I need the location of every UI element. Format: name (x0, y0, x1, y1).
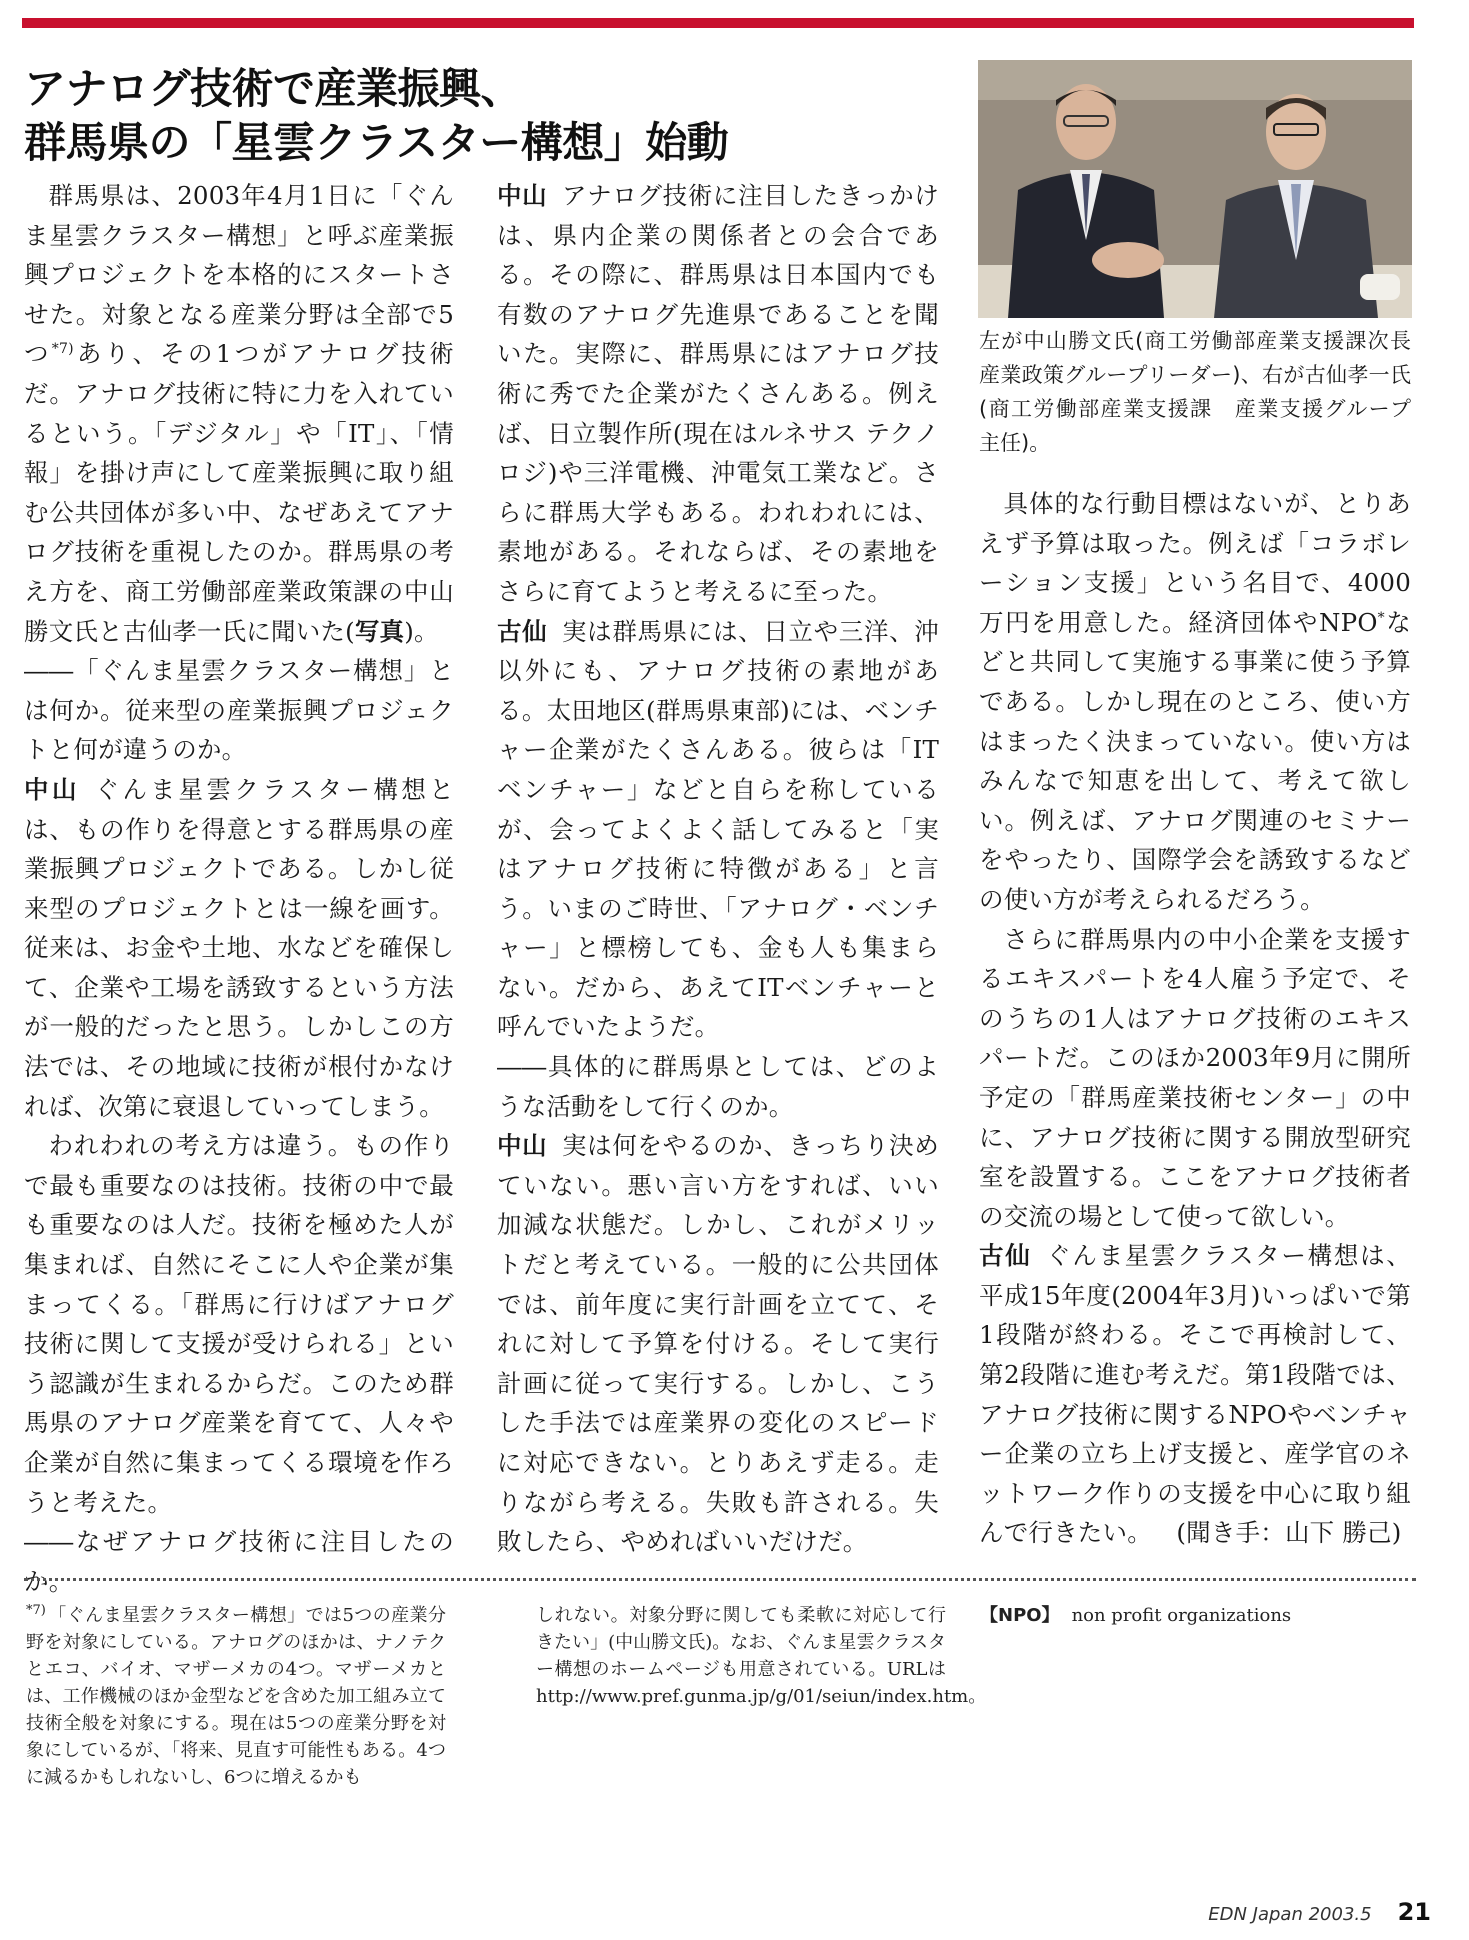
footnote-mark: *7) (26, 1603, 46, 1618)
answer-4-text: 実は何をやるのか、きっちり決めていない。悪い言い方をすれば、いい加減な状態だ。しかし、これがメリットだと考えている。一般的に公共団体では、前年度に実行計画を立てて、それに対して予算を付ける。そして実行計画に従って実行する。しかし、こうした手法では産業界の変化のスピードに対応できない。とりあえず走る。走りながら考える。失敗も許される。失敗したら、やめればいいだけだ。 (497, 1131, 939, 1557)
speaker-name: 古仙 (497, 616, 548, 646)
intro-text-b: あり、その1つがアナログ技術だ。アナログ技術に特に力を入れているという。「デジタル」や「IT」、「情報」を掛け声にして産業振興に取り組む公共団体が多い中、なぜあえてアナログ技術を重視したのか。群馬県の考え方を、商工労働部産業政策課の中山勝文氏と古仙孝一氏に聞いた( (24, 339, 454, 646)
glossary-npo (980, 1602, 1412, 1629)
speaker-name: 中山 (497, 181, 548, 210)
answer-5 (979, 1236, 1411, 1553)
headline-line-1: アナログ技術で産業振興、 (24, 64, 523, 113)
answer-3 (497, 612, 939, 1048)
answer-2 (497, 176, 939, 612)
photo-caption: 左が中山勝文氏(商工労働部産業支援課次長 産業政策グループリーダー)、右が古仙孝一氏(商工労働部産業支援課 産業支援グループ 主任)。 (979, 329, 1432, 455)
budget-text-a: 具体的な行動目標はないが、とりあえず予算は取った。例えば「コラボレーション支援」という名目で、4000万円を用意した。経済団体やNPO (979, 489, 1411, 637)
interview-photo (978, 60, 1412, 318)
answer-5-text: ぐんま星雲クラスター構想は、平成15年度(2004年3月)いっぱいで第1段階が終わる。そこで再検討して、第2段階に進む考えだ。第1段階では、アナログ技術に関するNPOやベンチャー企業の立ち上げ支援と、産学官のネットワーク作りの支援を中心に取り組んで行きたい。 (979, 1241, 1411, 1548)
article-column-3 (979, 484, 1411, 1553)
glossary-definition: non profit organizations (1071, 1605, 1292, 1626)
answer-1 (24, 770, 454, 1126)
article-column-1 (24, 176, 454, 1601)
question-3: ――具体的に群馬県としては、どのような活動をして行くのか。 (497, 1052, 939, 1121)
page-footer (1208, 1898, 1431, 1926)
page-number: 21 (1397, 1898, 1431, 1926)
headline-line-2: 群馬県の「星雲クラスター構想」始動 (24, 118, 729, 167)
magazine-name (1208, 1904, 1371, 1925)
speaker-name: 中山 (497, 1131, 548, 1161)
interviewer-credit: (聞き手：山下 勝己) (1176, 1518, 1402, 1548)
answer-4-paragraph-2 (979, 484, 1411, 920)
answer-4 (497, 1126, 939, 1562)
magazine-issue: 2003.5 (1308, 1904, 1372, 1925)
photo-ref: 写真 (354, 616, 405, 646)
answer-3-text: 実は群馬県には、日立や三洋、沖以外にも、アナログ技術の素地がある。太田地区(群馬県東部)には、ベンチャー企業がたくさんある。彼らは「ITベンチャー」などと自らを称しているが、会ってよくよく話してみると「実はアナログ技術に特徴がある」と言う。いまのご時世、「アナログ・ベンチャー」と標榜しても、金も人も集まらない。だから、あえてITベンチャーと呼んでいたようだ。 (497, 616, 939, 1042)
question-1: ――「ぐんま星雲クラスター構想」とは何か。従来型の産業振興プロジェクトと何が違うのか。 (24, 656, 454, 765)
footnote-ref-npo: * (1377, 609, 1385, 626)
intro-text-a: 群馬県は、2003年4月1日に「ぐんま星雲クラスター構想」と呼ぶ産業振興プロジェクトを本格的にスタートさせた。対象となる産業分野は全部で5つ (24, 181, 454, 369)
photo-illustration (978, 60, 1412, 318)
top-accent-bar (22, 18, 1414, 28)
intro-paragraph (24, 176, 454, 651)
footnote-7-text: 「ぐんま星雲クラスター構想」では5つの産業分野を対象にしている。アナログのほかは、ナノテクとエコ、バイオ、マザーメカの4つ。マザーメカとは、工作機械のほか金型などを含めた加工組み立て技術全般を対象にする。現在は5つの産業分野を対象にしているが、「将来、見直す可能性もある。4つに減るかもしれないし、6つに増えるかも (26, 1605, 446, 1788)
answer-1-text: ぐんま星雲クラスター構想とは、もの作りを得意とする群馬県の産業振興プロジェクトである。しかし従来型のプロジェクトとは一線を画す。従来は、お金や土地、水などを確保して、企業や工場を誘致するという方法が一般的だったと思う。しかしこの方法では、その地域に技術が根付かなければ、次第に衰退していってしまう。 (24, 774, 454, 1121)
answer-4-paragraph-3: さらに群馬県内の中小企業を支援するエキスパートを4人雇う予定で、そのうちの1人はアナログ技術のエキスパートだ。このほか2003年9月に開所予定の「群馬産業技術センター」の中に、アナログ技術に関する開放型研究室を設置する。ここをアナログ技術者の交流の場として使って欲しい。 (979, 924, 1411, 1231)
speaker-name: 古仙 (979, 1241, 1032, 1271)
footnote-ref-7: *7) (51, 341, 74, 358)
intro-text-end: )。 (404, 616, 439, 646)
glossary-term: 【NPO】 (980, 1605, 1060, 1626)
article-headline (24, 62, 964, 170)
magazine-title: EDN Japan (1208, 1904, 1303, 1925)
answer-2-text: アナログ技術に注目したきっかけは、県内企業の関係者との会合である。その際に、群馬県は日本国内でも有数のアナログ先進県であることを聞いた。実際に、群馬県にはアナログ技術に秀でた企業がたくさんある。例えば、日立製作所(現在はルネサス テクノロジ)や三洋電機、沖電気工業など。さらに群馬大学もある。われわれには、素地がある。それならば、その素地をさらに育てようと考えるに至った。 (497, 181, 939, 606)
budget-text-b: などと共同して実施する事業に使う予算である。しかし現在のところ、使い方はまったく決まっていない。使い方はみんなで知恵を出して、考えて欲しい。例えば、アナログ関連のセミナーをやったり、国際学会を誘致するなどの使い方が考えられるだろう。 (979, 607, 1411, 914)
article-column-2 (497, 176, 939, 1562)
footnote-7-continued: しれない。対象分野に関しても柔軟に対応して行きたい」(中山勝文氏)。なお、ぐんま星雲クラスター構想のホームページも用意されている。URLはhttp://www.pref.gunma.jp/g/01/seiun/index.htm。 (536, 1605, 987, 1707)
footnote-7 (26, 1602, 446, 1791)
question-2: ――なぜアナログ技術に注目したのか。 (24, 1527, 454, 1596)
speaker-name: 中山 (24, 774, 80, 804)
answer-1-paragraph-2: われわれの考え方は違う。もの作りで最も重要なのは技術。技術の中で最も重要なのは人だ。技術を極めた人が集まれば、自然にそこに人や企業が集まってくる。「群馬に行けばアナログ技術に関して支援が受けられる」という認識が生まれるからだ。このため群馬県のアナログ産業を育てて、人々や企業が自然に集まってくる環境を作ろうと考えた。 (24, 1131, 454, 1517)
footnote-divider (24, 1578, 1416, 1581)
